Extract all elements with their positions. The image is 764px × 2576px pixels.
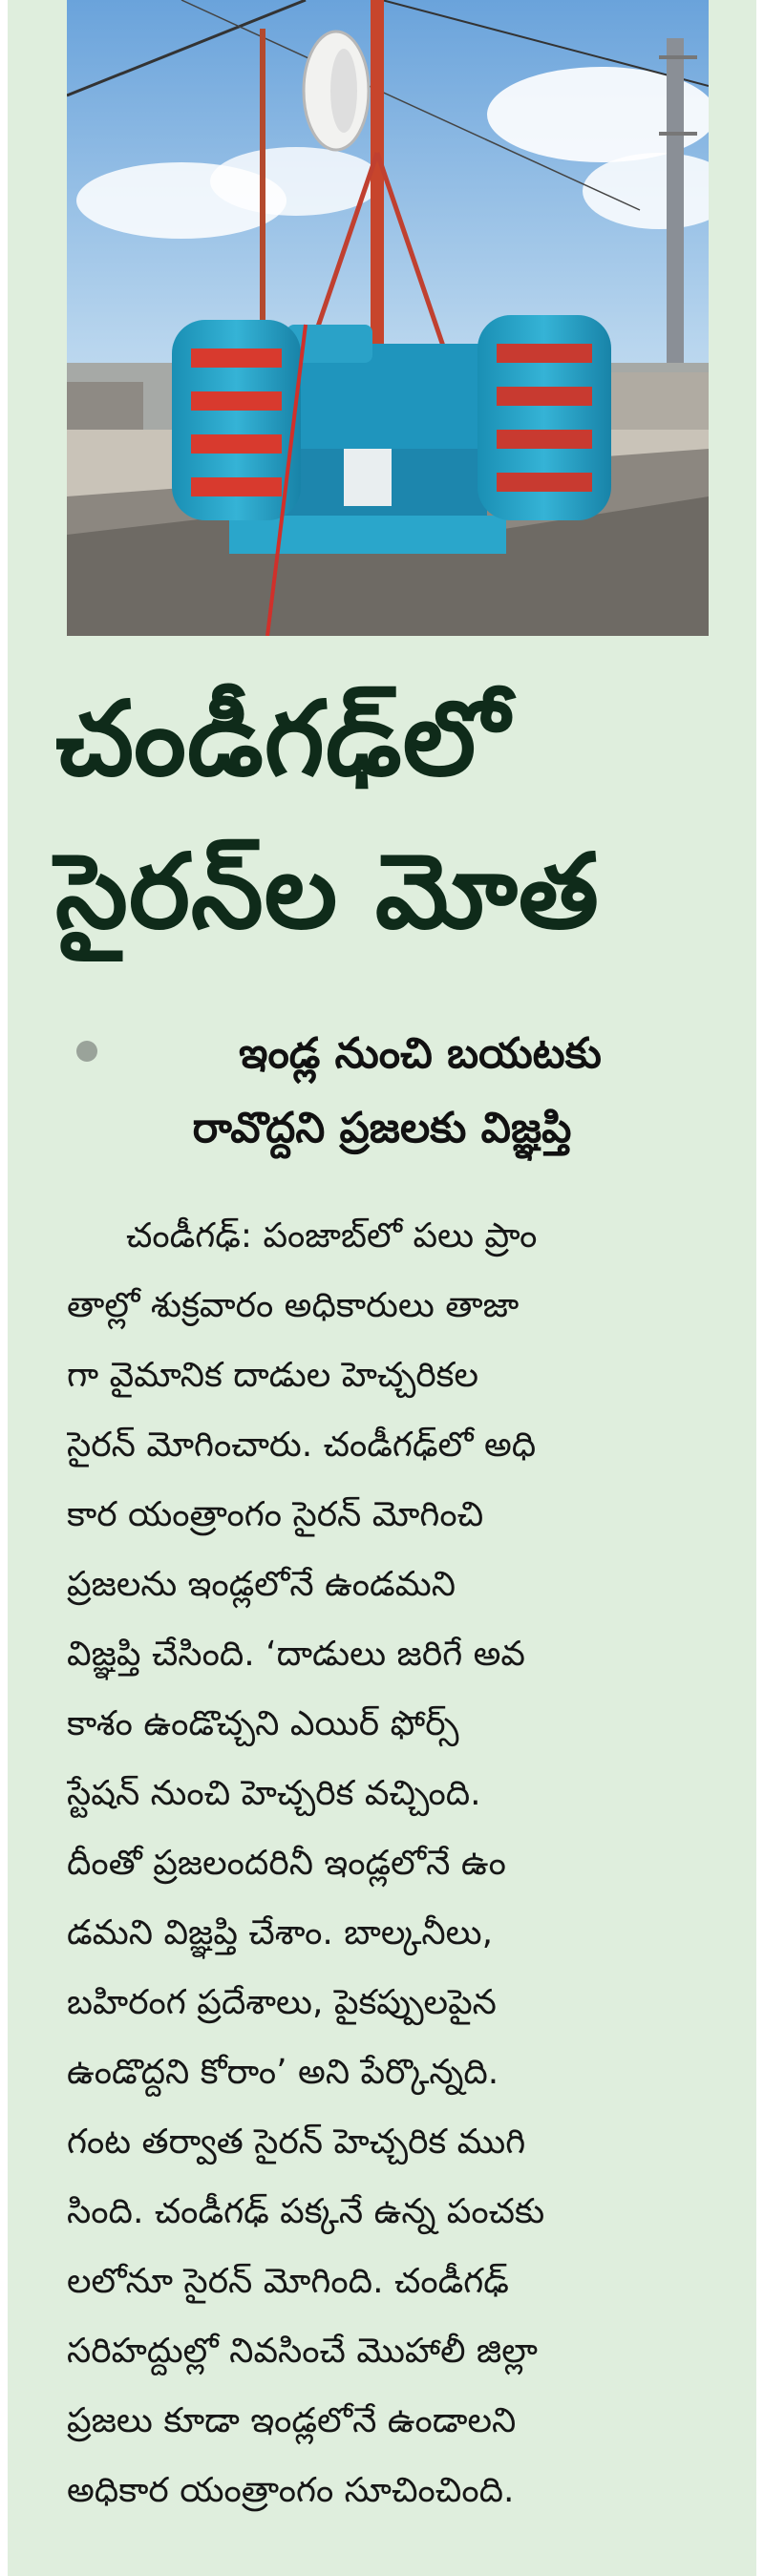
headline-line-1: చండీగఢ్‌లో (55, 680, 510, 799)
body-line: స్టేషన్‌ నుంచి హెచ్చరిక వచ్చింది. (67, 1774, 481, 1813)
body-line: ఉండొద్దని కోరాం’ అని పేర్కొన్నది. (67, 2053, 499, 2092)
body-line: తాల్లో శుక్రవారం అధికారులు తాజా (67, 1286, 520, 1325)
body-line: సింది. చండీగఢ్‌ పక్కనే ఉన్న పంచకు (67, 2192, 545, 2231)
body-line: బహిరంగ ప్రదేశాలు, పైకప్పులపైన (67, 1983, 497, 2022)
headline-line-2: సైరన్‌ల మోత (55, 833, 600, 952)
news-clipping (8, 0, 756, 2576)
body-line: విజ్ఞప్తి చేసింది. ‘దాడులు జరిగే అవ (67, 1635, 526, 1674)
body-line: కార యంత్రాంగం సైరన్‌ మోగించి (67, 1495, 484, 1534)
body-line: డమని విజ్ఞప్తి చేశాం. బాల్కనీలు, (67, 1913, 494, 1953)
subheadline-line-1: ఇండ్ల నుంచి బయటకు (239, 1029, 602, 1078)
siren-photo (67, 0, 709, 636)
body-line: గా వైమానిక దాడుల హెచ్చరికల (67, 1356, 478, 1395)
body-line: కాశం ఉండొచ్చని ఎయిర్‌ ఫోర్స్‌ (67, 1704, 459, 1743)
body-line: సరిహద్దుల్లో నివసించే మొహాలీ జిల్లా (67, 2332, 538, 2371)
body-line: చండీగఢ్‌: పంజాబ్‌లో పలు ప్రాం (126, 1216, 538, 1256)
body-line: గంట తర్వాత సైరన్‌ హెచ్చరిక ముగి (67, 2122, 526, 2162)
article-body (67, 1201, 709, 2525)
body-line: లలోనూ సైరన్‌ మోగింది. చండీగఢ్‌ (67, 2262, 509, 2301)
body-line: దీంతో ప్రజలందరినీ ఇండ్లలోనే ఉం (67, 1844, 506, 1883)
body-line: ప్రజలను ఇండ్లలోనే ఉండమని (67, 1565, 456, 1604)
body-line: సైరన్‌ మోగించారు. చండీగఢ్‌లో అధి (67, 1425, 537, 1465)
body-line: అధికార యంత్రాంగం సూచించింది. (67, 2471, 515, 2510)
siren-illustration (67, 0, 709, 636)
body-line: ప్రజలు కూడా ఇండ్లలోనే ఉండాలని (67, 2401, 517, 2440)
subheadline-line-2: రావొద్దని ప్రజలకు విజ్ఞప్తి (192, 1104, 572, 1152)
